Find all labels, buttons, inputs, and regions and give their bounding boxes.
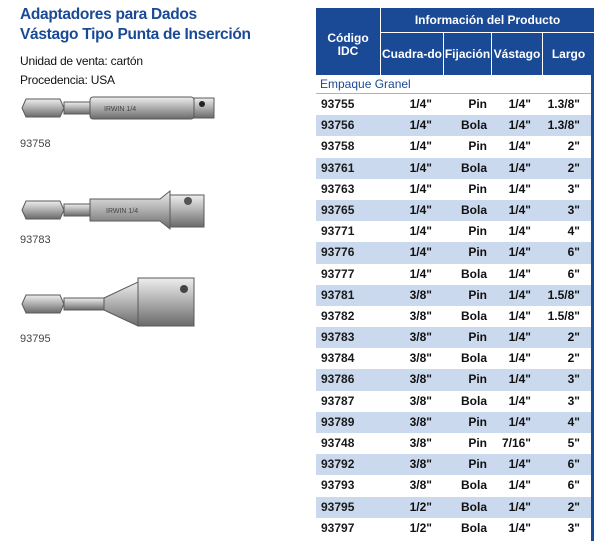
cell-shank: 1/4" <box>508 330 531 345</box>
cell-fixation: Bola <box>460 160 487 175</box>
cell-fixation: Pin <box>468 245 487 260</box>
product-table <box>316 8 594 539</box>
cell-length: 6" <box>567 266 580 281</box>
cell-length: 4" <box>567 224 580 239</box>
cell-fixation: Pin <box>468 457 487 472</box>
cell-shank: 1/4" <box>508 351 531 366</box>
cell-square: 1/4" <box>409 97 432 111</box>
cell-code: 93777 <box>321 266 355 281</box>
table-row <box>316 475 594 496</box>
product-code: 93758 <box>20 138 51 150</box>
cell-length: 4" <box>567 414 580 429</box>
cell-length: 6" <box>567 457 580 472</box>
cell-square: 1/4" <box>409 160 432 175</box>
cell-shank: 1/4" <box>508 224 531 239</box>
cell-fixation: Bola <box>460 351 487 366</box>
cell-shank: 1/4" <box>508 97 531 111</box>
cell-length: 2" <box>567 351 580 366</box>
cell-length: 2" <box>567 139 580 154</box>
cell-square: 1/4" <box>409 266 432 281</box>
cell-length: 1.3/8" <box>547 97 580 111</box>
section-label: Empaque Granel <box>316 75 594 94</box>
cell-code: 93755 <box>321 97 355 111</box>
sale-unit: Unidad de venta: cartón <box>20 54 143 68</box>
adapter-93783-image <box>20 183 220 233</box>
cell-fixation: Bola <box>460 266 487 281</box>
cell-length: 3" <box>567 393 580 408</box>
cell-fixation: Pin <box>468 436 487 450</box>
cell-length: 2" <box>567 330 580 345</box>
page-subtitle: Vástago Tipo Punta de Inserción <box>20 26 251 43</box>
cell-fixation: Pin <box>468 224 487 239</box>
table-row <box>316 242 594 263</box>
table-row <box>316 264 594 285</box>
table-row <box>316 94 594 115</box>
cell-code: 93782 <box>321 308 355 323</box>
table-row <box>316 200 594 221</box>
cell-square: 3/8" <box>409 478 432 493</box>
cell-square: 3/8" <box>409 287 432 302</box>
origin: Procedencia: USA <box>20 73 115 87</box>
tool-engraving: IRWIN 1/4 <box>104 106 137 113</box>
cell-length: 2" <box>567 499 580 514</box>
cell-square: 3/8" <box>409 372 432 387</box>
table-row <box>316 412 594 433</box>
cell-shank: 1/4" <box>508 499 531 514</box>
table-row <box>316 369 594 390</box>
tool-engraving: IRWIN 1/4 <box>106 208 139 215</box>
cell-code: 93787 <box>321 393 355 408</box>
cell-fixation: Bola <box>460 202 487 217</box>
cell-shank: 1/4" <box>508 457 531 472</box>
cell-code: 93786 <box>321 372 355 387</box>
cell-fixation: Pin <box>468 414 487 429</box>
table-row <box>316 285 594 306</box>
cell-code: 93776 <box>321 245 355 260</box>
cell-shank: 1/4" <box>508 202 531 217</box>
cell-code: 93763 <box>321 181 355 196</box>
cell-fixation: Bola <box>460 478 487 493</box>
col-header-fixation: Fijación <box>444 33 491 75</box>
cell-length: 1.3/8" <box>547 118 580 133</box>
cell-fixation: Bola <box>460 499 487 514</box>
table-row <box>316 518 594 539</box>
cell-square: 3/8" <box>409 436 432 450</box>
cell-code: 93783 <box>321 330 355 345</box>
cell-length: 3" <box>567 202 580 217</box>
cell-code: 93748 <box>321 436 355 450</box>
cell-square: 3/8" <box>409 457 432 472</box>
page-title: Adaptadores para Dados <box>20 6 197 23</box>
cell-length: 1.5/8" <box>547 287 580 302</box>
table-row <box>316 179 594 200</box>
cell-square: 1/4" <box>409 202 432 217</box>
cell-code: 93797 <box>321 520 355 535</box>
product-code: 93783 <box>20 234 51 246</box>
cell-shank: 1/4" <box>508 393 531 408</box>
cell-code: 93771 <box>321 224 355 239</box>
table-row <box>316 454 594 475</box>
col-header-code: Código IDC <box>316 8 380 75</box>
col-header-shank: Vástago <box>492 33 542 75</box>
cell-shank: 1/4" <box>508 520 531 535</box>
table-row <box>316 306 594 327</box>
col-header-length: Largo <box>543 33 594 75</box>
cell-shank: 1/4" <box>508 181 531 196</box>
table-row <box>316 327 594 348</box>
cell-code: 93756 <box>321 118 355 133</box>
cell-square: 1/4" <box>409 245 432 260</box>
cell-fixation: Pin <box>468 287 487 302</box>
table-row <box>316 115 594 136</box>
cell-shank: 1/4" <box>508 478 531 493</box>
cell-length: 3" <box>567 181 580 196</box>
cell-square: 1/4" <box>409 139 432 154</box>
cell-length: 6" <box>567 245 580 260</box>
cell-square: 1/2" <box>409 499 432 514</box>
cell-shank: 7/16" <box>501 436 531 450</box>
col-group-header: Información del Producto <box>381 8 594 32</box>
cell-square: 3/8" <box>409 351 432 366</box>
cell-code: 93789 <box>321 414 355 429</box>
cell-square: 1/4" <box>409 224 432 239</box>
cell-code: 93792 <box>321 457 355 472</box>
cell-shank: 1/4" <box>508 160 531 175</box>
cell-shank: 1/4" <box>508 245 531 260</box>
cell-code: 93784 <box>321 351 355 366</box>
adapter-93758-image <box>20 88 220 128</box>
cell-length: 3" <box>567 520 580 535</box>
cell-shank: 1/4" <box>508 414 531 429</box>
cell-code: 93765 <box>321 202 355 217</box>
cell-code: 93793 <box>321 478 355 493</box>
table-row <box>316 221 594 242</box>
cell-square: 3/8" <box>409 330 432 345</box>
cell-code: 93781 <box>321 287 355 302</box>
table-row <box>316 497 594 518</box>
table-row <box>316 158 594 179</box>
table-row <box>316 391 594 412</box>
cell-length: 5" <box>567 436 580 450</box>
cell-fixation: Bola <box>460 308 487 323</box>
cell-length: 1.5/8" <box>547 308 580 323</box>
cell-shank: 1/4" <box>508 287 531 302</box>
cell-fixation: Pin <box>468 330 487 345</box>
cell-shank: 1/4" <box>508 139 531 154</box>
cell-length: 3" <box>567 372 580 387</box>
table-row <box>316 348 594 369</box>
cell-fixation: Pin <box>468 372 487 387</box>
adapter-93795-image <box>20 272 220 330</box>
cell-fixation: Pin <box>468 97 487 111</box>
cell-code: 93758 <box>321 139 355 154</box>
table-body <box>316 94 594 539</box>
cell-square: 1/4" <box>409 118 432 133</box>
cell-length: 2" <box>567 160 580 175</box>
cell-shank: 1/4" <box>508 372 531 387</box>
cell-shank: 1/4" <box>508 118 531 133</box>
cell-fixation: Bola <box>460 118 487 133</box>
cell-square: 3/8" <box>409 414 432 429</box>
cell-fixation: Pin <box>468 139 487 154</box>
table-row <box>316 433 594 454</box>
table-header <box>316 8 594 75</box>
cell-code: 93795 <box>321 499 355 514</box>
cell-fixation: Bola <box>460 393 487 408</box>
product-code: 93795 <box>20 333 51 345</box>
cell-fixation: Bola <box>460 520 487 535</box>
cell-square: 3/8" <box>409 393 432 408</box>
table-row <box>316 136 594 157</box>
cell-shank: 1/4" <box>508 308 531 323</box>
col-header-square: Cuadra-do <box>381 33 443 75</box>
cell-code: 93761 <box>321 160 355 175</box>
cell-fixation: Pin <box>468 181 487 196</box>
cell-square: 1/4" <box>409 181 432 196</box>
cell-square: 1/2" <box>409 520 432 535</box>
cell-shank: 1/4" <box>508 266 531 281</box>
cell-length: 6" <box>567 478 580 493</box>
cell-square: 3/8" <box>409 308 432 323</box>
